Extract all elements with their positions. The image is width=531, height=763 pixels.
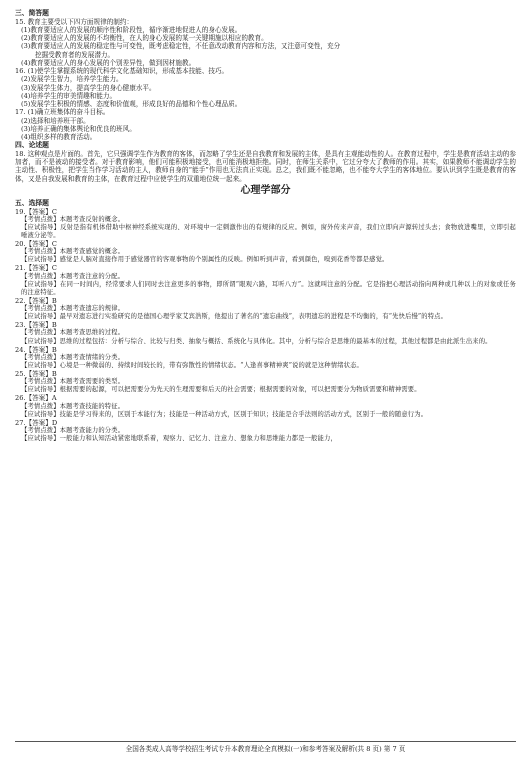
answer-key: 23.【答案】B [15,321,57,330]
exam-point: 【考情点拨】本题考查技能的特征。 [21,402,125,410]
answer-key: 19.【答案】C [15,207,57,216]
section-heading: 三、简答题 [15,9,49,17]
text-line: (1)教育要适应人的发展的顺序性和阶段性，循序渐进地促进人的身心发展。 [21,25,242,34]
text-line: (5)发展学生积极的情感、态度和价值观，形成良好的品德和个性心理品质。 [21,100,242,109]
text-line: 17. (1)确立班集体的奋斗目标。 [15,108,110,117]
text-line: (3)教育要适应人的发展的稳定性与可变性，既考虑稳定性，不任意改动教育内容和方法，又注意可变性，充分 [21,42,341,51]
exam-point: 【考情点拨】本题考查情绪的分类。 [21,353,125,361]
text-line: (4)教育要适应人的身心发展的个别差异性，做到因材施教。 [21,58,196,67]
exam-point: 【考情点拨】本题考查需要的类型。 [21,378,125,386]
exam-guidance: 【应试指导】心境是一种微弱的、持续时间较长的，带有弥散性的情绪状态。“人逢喜事精神爽”说的就是这种情绪状态。 [21,361,363,369]
answer-17 [15,108,516,141]
exam-guidance: 【应试指导】思维的过程包括：分析与综合、比较与归类、抽象与概括、系统化与具体化。其中，分析与综合是思维的最基本的过程，其他过程都是由此派生出来的。 [21,337,492,345]
answer-key: 21.【答案】C [15,264,57,273]
exam-guidance: 【应试指导】反射是指有机体借助中枢神经系统实现的、对环境中一定刺激作出的有规律的反应。例如，窗外传来声音，我们立即向声源转过头去；食物放进嘴里，立即引起唾液分泌等。 [21,223,516,239]
text-line: (2)发展学生智力，培养学生能力。 [21,75,123,84]
text-line: (2)选择和培养班干部。 [21,116,90,125]
answer-block-26 [15,394,516,418]
answer-key: 24.【答案】B [15,345,57,354]
exam-guidance: 【应试指导】最早对遗忘进行实验研究的是德国心理学家艾宾浩斯，他提出了著名的“遗忘曲线”，表明遗忘的进程是不均衡的，有“先快后慢”的特点。 [21,313,448,321]
answer-block-23 [15,321,516,345]
section-heading: 四、论述题 [15,141,49,150]
exam-guidance: 【应试指导】根据需要的起源，可以把需要分为先天的生理需要和后天的社会需要；根据需要的对象，可以把需要分为物质需要和精神需要。 [21,386,421,394]
text-line: 挖掘受教育者的发展潜力。 [35,50,115,59]
answer-15 [15,18,516,68]
exam-guidance: 【应试指导】一般能力和认知活动紧密地联系着，观察力、记忆力、注意力、想象力和思维能力都是一般能力， [21,435,337,443]
text-line: (4)组织多样的教育活动。 [21,133,97,142]
answer-key: 26.【答案】A [15,394,57,403]
text-line: 15. 教育主要受以下四方面规律的制约： [15,17,134,26]
text-line: (3)培养正确的集体舆论和优良的班风。 [21,124,136,133]
answer-key: 27.【答案】D [15,418,58,427]
answer-block-20 [15,240,516,264]
answer-key: 25.【答案】B [15,370,57,379]
part-title: 心理学部分 [240,184,291,196]
exam-guidance: 【应试指导】感觉是人脑对直接作用于感觉器官的客观事物的个别属性的反映。例如听到声音，看到颜色，嗅到花香等都是感觉。 [21,256,389,264]
page-footer: 全国各类成人高等学校招生考试专升本教育理论全真模拟(一)和参考答案及解析(共 8 页) 第 7 页 [15,741,516,754]
exam-point: 【考情点拨】本题考查反射的概念。 [21,215,125,223]
answer-18: 18. 这种观点是片面的。首先，它只强调学生作为教育的客体，而忽略了学生还是自我教育和发展的主体，是具有主观能动性的人。在教育过程中，学生是教育活动主动的参加者，而不是被动的接受者。对于教育影响，他们可能积极地接受，也可能消极地拒绝。同时，在师生关系中，它过分夸大了教师的作用。其实，如果教师不能调动学生的主动性、积极性，把学生当作学习活动的主人，教师自身的“能手”作用也无法真正实现。总之，我们既不能忽略，也不能夸大学生的客体地位。要认识到学生既是教育的客体，又是自我发展和教育的主体，在教育过程中应使学生的双重地位统一起来。 [15,149,516,183]
text-line: (3)发展学生体力，提高学生的身心健康水平。 [21,83,156,92]
exam-guidance: 【应试指导】在同一时间内，经常要求人们同时去注意更多的事物，即所谓“眼观六路，耳听八方”。这就叫注意的分配。它是指把心理活动指向两种或几种以上的对象或任务的注意特征。 [21,280,516,296]
answer-key: 22.【答案】B [15,296,57,305]
answer-16 [15,67,516,108]
exam-guidance: 【应试指导】技能是学习得来的，区别于本能行为；技能是一种活动方式，区别于知识；技能是合乎法则的活动方式，区别于一般的随意行为。 [21,410,428,418]
essay-section [15,141,516,183]
exam-point: 【考情点拨】本题考查能力的分类。 [21,427,125,435]
answer-block-27 [15,419,516,443]
exam-point: 【考情点拨】本题考查感觉的概念。 [21,248,125,256]
choice-section [15,199,516,443]
answer-key: 20.【答案】C [15,240,57,249]
section-heading: 五、选择题 [15,198,49,207]
text-line: (4)培养学生的审美情趣和能力。 [21,91,117,100]
exam-point: 【考情点拨】本题考查思维的过程。 [21,329,125,337]
exam-point: 【考情点拨】本题考查注意的分配。 [21,272,125,280]
answer-block-24 [15,346,516,370]
short-answer-section [15,9,516,141]
answer-block-19 [15,208,516,240]
text-line: (2)教育要适应人的发展的不均衡性，在人的身心发展的某一关键期施以相应的教育。 [21,34,268,43]
answer-block-25 [15,370,516,394]
answer-block-21 [15,264,516,296]
exam-point: 【考情点拨】本题考查遗忘的规律。 [21,305,125,313]
text-line: 16. (1)使学生掌握系统的现代科学文化基础知识，形成基本技能、技巧。 [15,67,229,76]
answer-block-22 [15,297,516,321]
